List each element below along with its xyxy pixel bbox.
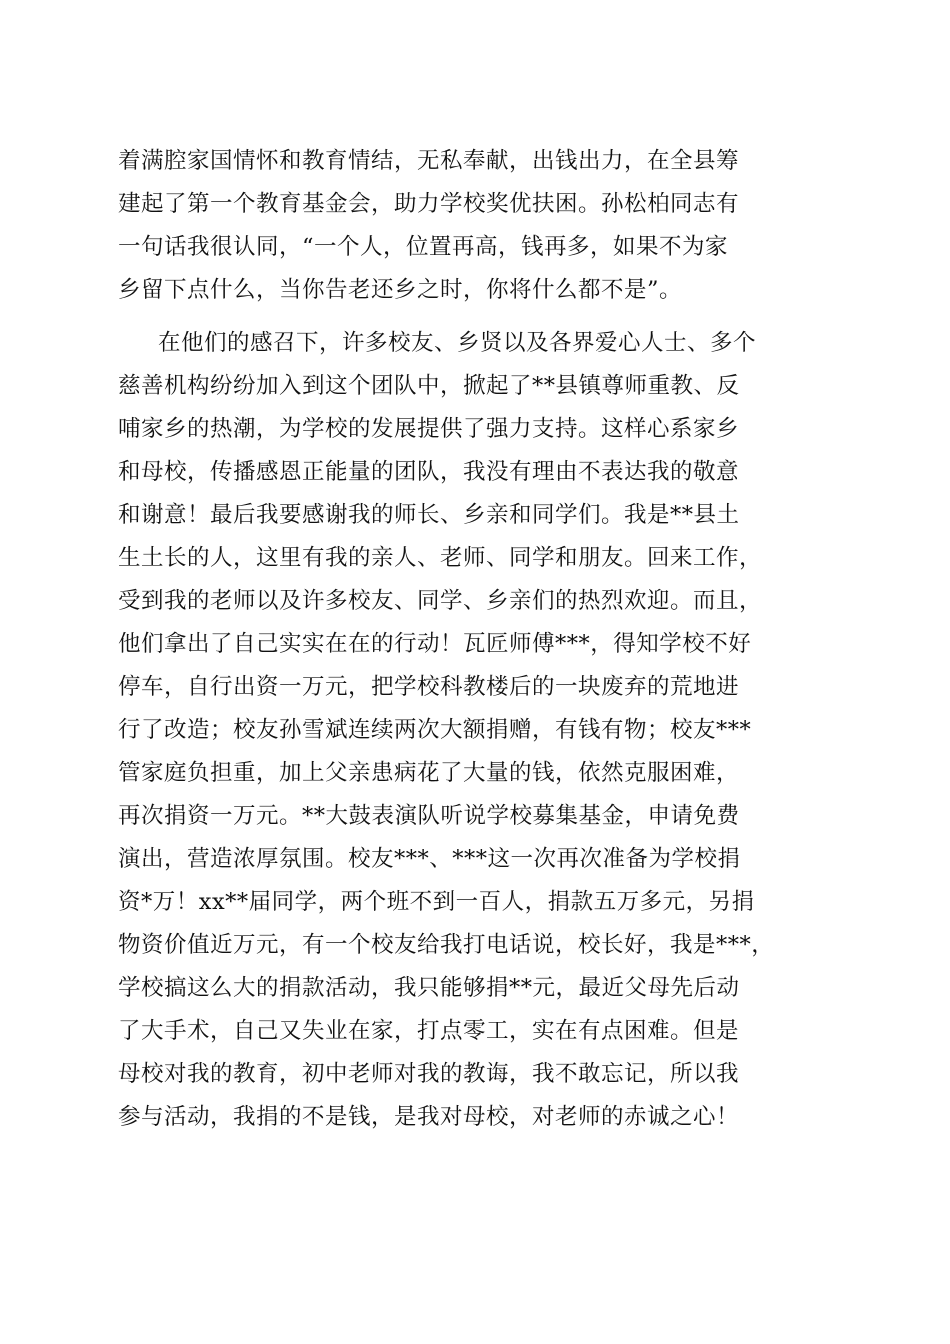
text-line: 行了改造；校友孙雪斌连续两次大额捐赠，有钱有物；校友***	[118, 717, 752, 743]
text-line: 慈善机构纷纷加入到这个团队中，掀起了**县镇尊师重教、反	[118, 373, 740, 399]
text-line: 建起了第一个教育基金会，助力学校奖优扶困。孙松柏同志有	[118, 191, 740, 217]
text-line: 再次捐资一万元。**大鼓表演队听说学校募集基金，申请免费	[118, 803, 740, 829]
document-body	[118, 141, 826, 1181]
text-line: 停车，自行出资一万元，把学校科教楼后的一块废弃的荒地进	[118, 674, 740, 700]
text-line: 物资价值近万元，有一个校友给我打电话说，校长好，我是***，	[118, 932, 775, 958]
text-line: 了大手术，自己又失业在家，打点零工，实在有点困难。但是	[118, 1018, 740, 1044]
text-line: 一句话我很认同，“一个人，位置再高，钱再多，如果不为家	[118, 234, 729, 260]
text-line: 管家庭负担重，加上父亲患病花了大量的钱，依然克服困难，	[118, 760, 740, 786]
text-line: 生土长的人，这里有我的亲人、老师、同学和朋友。回来工作，	[118, 545, 763, 571]
text-line: 资*万！xx**届同学，两个班不到一百人，捐款五万多元，另捐	[118, 889, 755, 915]
text-line: 学校搞这么大的捐款活动，我只能够捐**元，最近父母先后动	[118, 975, 740, 1001]
text-line: 他们拿出了自己实实在在的行动！瓦匠师傅***，得知学校不好	[118, 631, 752, 657]
text-line: 乡留下点什么，当你告老还乡之时，你将什么都不是”。	[118, 277, 683, 303]
text-line: 母校对我的教育，初中老师对我的教诲，我不敢忘记，所以我	[118, 1061, 740, 1087]
text-line: 演出，营造浓厚氛围。校友***、***这一次再次准备为学校捐	[118, 846, 741, 872]
text-line: 在他们的感召下，许多校友、乡贤以及各界爱心人士、多个	[158, 330, 757, 356]
text-line: 和谢意！最后我要感谢我的师长、乡亲和同学们。我是**县土	[118, 502, 740, 528]
text-line: 受到我的老师以及许多校友、同学、乡亲们的热烈欢迎。而且，	[118, 588, 763, 614]
text-line: 着满腔家国情怀和教育情结，无私奉献，出钱出力，在全县筹	[118, 148, 740, 174]
text-line: 和母校，传播感恩正能量的团队，我没有理由不表达我的敬意	[118, 459, 740, 485]
text-line: 参与活动，我捐的不是钱，是我对母校，对老师的赤诚之心！	[118, 1104, 740, 1130]
text-line: 哺家乡的热潮，为学校的发展提供了强力支持。这样心系家乡	[118, 416, 740, 442]
